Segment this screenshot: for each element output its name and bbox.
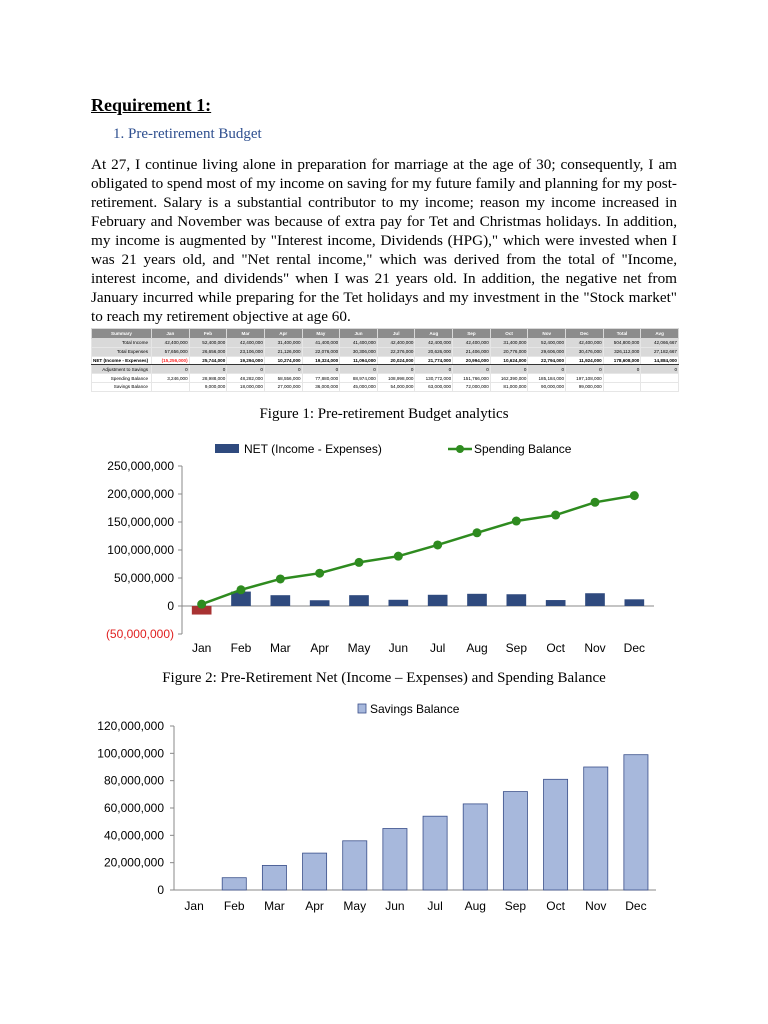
x-tick-label: May	[343, 899, 367, 913]
x-tick-label: Jan	[184, 899, 204, 913]
savings-bar	[463, 804, 487, 890]
legend-savings-swatch	[358, 704, 366, 713]
table-cell: 54,000,000	[377, 382, 415, 391]
table-cell: 45,000,000	[340, 382, 378, 391]
savings-bar	[503, 792, 527, 890]
x-tick-label: Jun	[385, 899, 405, 913]
table-cell: 23,106,000	[227, 347, 265, 356]
net-bar	[428, 595, 448, 606]
x-tick-label: Feb	[223, 899, 245, 913]
table-cell: 30,306,000	[340, 347, 378, 356]
net-bar	[310, 600, 330, 606]
y-tick-label: 50,000,000	[113, 571, 174, 585]
savings-bar	[222, 878, 246, 890]
spending-balance-point	[433, 540, 442, 549]
y-tick-label: 200,000,000	[107, 487, 174, 501]
spending-balance-point	[473, 528, 482, 537]
table-cell: 26,656,000	[189, 347, 227, 356]
table-cell: 63,000,000	[415, 382, 453, 391]
savings-bar	[383, 829, 407, 891]
y-tick-label: 120,000,000	[97, 719, 164, 733]
net-bar	[546, 600, 566, 606]
x-tick-label: Oct	[546, 899, 565, 913]
table-cell	[603, 382, 641, 391]
table-cell: 18,000,000	[227, 382, 265, 391]
table-cell: 0	[453, 365, 491, 374]
table-cell: 58,556,000	[264, 374, 302, 383]
table-cell: 0	[603, 365, 641, 374]
net-bar	[585, 593, 605, 606]
table-cell: 90,000,000	[528, 382, 566, 391]
table-header-cell: Jun	[340, 329, 378, 339]
table-cell: 41,400,000	[302, 339, 340, 348]
table-header-cell: Dec	[566, 329, 604, 339]
x-tick-label: Mar	[264, 899, 285, 913]
x-tick-label: Apr	[305, 899, 324, 913]
x-tick-label: Jul	[427, 899, 443, 913]
table-cell: 197,108,000	[566, 374, 604, 383]
table-row-label: Adjustment to Savings	[92, 365, 152, 374]
spending-balance-point	[197, 600, 206, 609]
x-tick-label: Sep	[504, 899, 527, 913]
net-bar	[625, 599, 645, 606]
table-cell: 42,400,000	[227, 339, 265, 348]
x-tick-label: Apr	[310, 641, 330, 655]
table-cell: 0	[340, 365, 378, 374]
table-row	[92, 374, 679, 383]
table-cell: 57,656,000	[152, 347, 190, 356]
table-cell: 31,400,000	[264, 339, 302, 348]
table-row-label: NET (Income - Expenses)	[92, 356, 152, 365]
table-cell: 36,000,000	[302, 382, 340, 391]
savings-bar	[303, 853, 327, 890]
table-cell: 19,324,000	[302, 356, 340, 365]
spending-balance-point	[355, 558, 364, 567]
table-cell: (15,256,000)	[152, 356, 190, 365]
table-header-cell: Jul	[377, 329, 415, 339]
spending-balance-point	[630, 491, 639, 500]
net-bar	[349, 595, 369, 606]
net-bar	[467, 594, 487, 606]
x-tick-label: Aug	[466, 641, 488, 655]
table-cell: 52,400,000	[528, 339, 566, 348]
spending-balance-point	[591, 498, 600, 507]
y-tick-label: 0	[167, 599, 174, 613]
table-cell: 0	[377, 365, 415, 374]
table-header-cell: Feb	[189, 329, 227, 339]
table-row	[92, 382, 679, 391]
spending-balance-point	[394, 552, 403, 561]
table-cell: 42,400,000	[453, 339, 491, 348]
table-cell: 41,400,000	[340, 339, 378, 348]
table-cell: 19,294,000	[227, 356, 265, 365]
net-bar	[389, 600, 409, 606]
table-cell: 21,406,000	[453, 347, 491, 356]
savings-bar	[544, 779, 568, 890]
table-header-cell: Sep	[453, 329, 491, 339]
table-cell: 14,884,000	[641, 356, 679, 365]
subsection-heading: 1. Pre-retirement Budget	[113, 126, 262, 142]
table-cell: 20,776,000	[490, 347, 528, 356]
x-tick-label: Aug	[464, 899, 486, 913]
table-cell: 9,000,000	[189, 382, 227, 391]
table-cell: 42,400,000	[415, 339, 453, 348]
table-cell: 28,988,000	[189, 374, 227, 383]
table-cell: 21,126,000	[264, 347, 302, 356]
savings-bar	[584, 767, 608, 890]
table-header-row	[92, 329, 679, 339]
spending-balance-point	[237, 585, 246, 594]
table-cell: 130,772,000	[415, 374, 453, 383]
table-cell: 0	[152, 365, 190, 374]
figure-1-caption: Figure 1: Pre-retirement Budget analytics	[259, 406, 509, 422]
legend-savings-label: Savings Balance	[370, 702, 460, 716]
y-tick-label: 250,000,000	[107, 459, 174, 473]
table-header-cell: Oct	[490, 329, 528, 339]
savings-balance-chart	[80, 696, 680, 918]
table-cell: 0	[528, 365, 566, 374]
table-header-cell: Jan	[152, 329, 190, 339]
table-header-cell: Apr	[264, 329, 302, 339]
table-cell: 81,000,000	[490, 382, 528, 391]
table-cell: 52,400,000	[189, 339, 227, 348]
table-row	[92, 339, 679, 348]
x-tick-label: Nov	[584, 641, 606, 655]
x-tick-label: Jan	[191, 641, 212, 655]
spending-balance-line	[202, 496, 635, 605]
table-cell: 0	[641, 365, 679, 374]
table-cell: 31,400,000	[490, 339, 528, 348]
table-header-cell: Total	[603, 329, 641, 339]
y-tick-label: 80,000,000	[103, 773, 164, 788]
table-cell: 108,998,000	[377, 374, 415, 383]
body-paragraph: At 27, I continue living alone in preparation for marriage at the age of 30; consequently, I am obligated to spend most of my income on saving for my future family and planning for my post-retirement. Salary is a substantial contributor to my income; reason my income increased in February and November was because of extra pay for Tet and Christmas holidays. In addition, my income is augmented by "Interest income, Dividends (HPG)," which were invested when I was 21 years old, and "Net rental income," which was derived from the total of "Income, interest income, and dividends" when I was 21 years old. In addition, the negative net from January incurred while preparing for the Tet holidays and my investment in the "Stock market" to reach my retirement objective at age 60.	[91, 156, 677, 325]
spending-balance-point	[315, 569, 324, 578]
table-row-label: Savings Balance	[92, 382, 152, 391]
table-cell: 3,246,000	[152, 374, 190, 383]
savings-bar	[624, 755, 648, 890]
x-tick-label: Dec	[623, 641, 646, 655]
net-spending-chart	[80, 436, 680, 658]
table-cell: 185,184,000	[528, 374, 566, 383]
table-cell: 22,076,000	[302, 347, 340, 356]
x-tick-label: Jul	[429, 641, 446, 655]
table-cell: 0	[302, 365, 340, 374]
table-cell: 326,112,000	[603, 347, 641, 356]
table-cell: 151,766,000	[453, 374, 491, 383]
table-cell: 30,476,000	[566, 347, 604, 356]
x-tick-label: Feb	[230, 641, 252, 655]
table-cell: 29,606,000	[528, 347, 566, 356]
table-header-cell: Mar	[227, 329, 265, 339]
table-cell	[641, 374, 679, 383]
budget-summary-table	[91, 328, 679, 392]
table-cell: 0	[415, 365, 453, 374]
spending-balance-point	[276, 574, 285, 583]
y-tick-label: 100,000,000	[97, 746, 164, 761]
table-row	[92, 365, 679, 374]
table-cell: 10,624,000	[490, 356, 528, 365]
table-cell: 27,182,667	[641, 347, 679, 356]
table-cell: 48,282,000	[227, 374, 265, 383]
table-cell: 20,994,000	[453, 356, 491, 365]
table-cell: 72,000,000	[453, 382, 491, 391]
table-cell: 504,800,000	[603, 339, 641, 348]
figure-2-caption: Figure 2: Pre-Retirement Net (Income – Expenses) and Spending Balance	[162, 670, 606, 686]
x-tick-label: Nov	[585, 899, 607, 913]
table-header-cell: May	[302, 329, 340, 339]
table-cell: 25,744,000	[189, 356, 227, 365]
x-tick-label: Oct	[546, 641, 566, 655]
spending-balance-point	[512, 517, 521, 526]
x-tick-label: Dec	[625, 899, 647, 913]
table-cell: 162,390,000	[490, 374, 528, 383]
table-row-label: Spending Balance	[92, 374, 152, 383]
table-cell: 0	[490, 365, 528, 374]
table-cell: 0	[227, 365, 265, 374]
table-cell: 42,400,000	[152, 339, 190, 348]
table-cell: 27,000,000	[264, 382, 302, 391]
table-cell: 21,774,000	[415, 356, 453, 365]
table-header-cell: Nov	[528, 329, 566, 339]
y-tick-label: (50,000,000)	[105, 627, 174, 641]
y-tick-label: 0	[157, 883, 164, 897]
table-cell: 0	[264, 365, 302, 374]
table-header-cell: Aug	[415, 329, 453, 339]
table-cell	[641, 382, 679, 391]
table-cell: 10,274,000	[264, 356, 302, 365]
net-bar	[507, 594, 527, 606]
section-heading: Requirement 1:	[91, 95, 212, 115]
table-cell: 11,094,000	[340, 356, 378, 365]
y-tick-label: 100,000,000	[107, 543, 174, 557]
legend-net-label: NET (Income - Expenses)	[244, 442, 382, 456]
legend-net-swatch	[215, 444, 239, 453]
table-cell: 22,376,000	[377, 347, 415, 356]
table-header-cell: Summary	[92, 329, 152, 339]
table-cell: 77,880,000	[302, 374, 340, 383]
table-cell: 42,400,000	[566, 339, 604, 348]
y-tick-label: 150,000,000	[107, 515, 174, 529]
savings-bar	[343, 841, 367, 890]
y-tick-label: 20,000,000	[103, 855, 164, 870]
table-header-cell: Avg	[641, 329, 679, 339]
table-row	[92, 347, 679, 356]
x-tick-label: Mar	[269, 641, 291, 655]
x-tick-label: Jun	[388, 641, 409, 655]
table-cell	[152, 382, 190, 391]
legend-spending-marker	[456, 445, 464, 453]
table-cell: 20,024,000	[377, 356, 415, 365]
savings-bar	[423, 816, 447, 890]
table-cell: 88,974,000	[340, 374, 378, 383]
table-cell: 178,608,000	[603, 356, 641, 365]
y-tick-label: 60,000,000	[103, 801, 164, 815]
savings-bar	[262, 865, 286, 890]
table-cell: 20,626,000	[415, 347, 453, 356]
net-bar	[271, 595, 291, 606]
table-cell: 0	[189, 365, 227, 374]
table-cell: 22,794,000	[528, 356, 566, 365]
legend-spending-label: Spending Balance	[474, 442, 572, 456]
table-row	[92, 356, 679, 365]
spending-balance-point	[551, 511, 560, 520]
table-row-label: Total Income	[92, 339, 152, 348]
table-cell: 0	[566, 365, 604, 374]
y-tick-label: 40,000,000	[103, 828, 164, 843]
table-cell: 99,000,000	[566, 382, 604, 391]
table-cell: 11,924,000	[566, 356, 604, 365]
table-cell: 42,400,000	[377, 339, 415, 348]
x-tick-label: Sep	[505, 641, 528, 655]
table-cell: 42,066,667	[641, 339, 679, 348]
x-tick-label: May	[347, 641, 371, 655]
table-cell	[603, 374, 641, 383]
table-row-label: Total Expenses	[92, 347, 152, 356]
